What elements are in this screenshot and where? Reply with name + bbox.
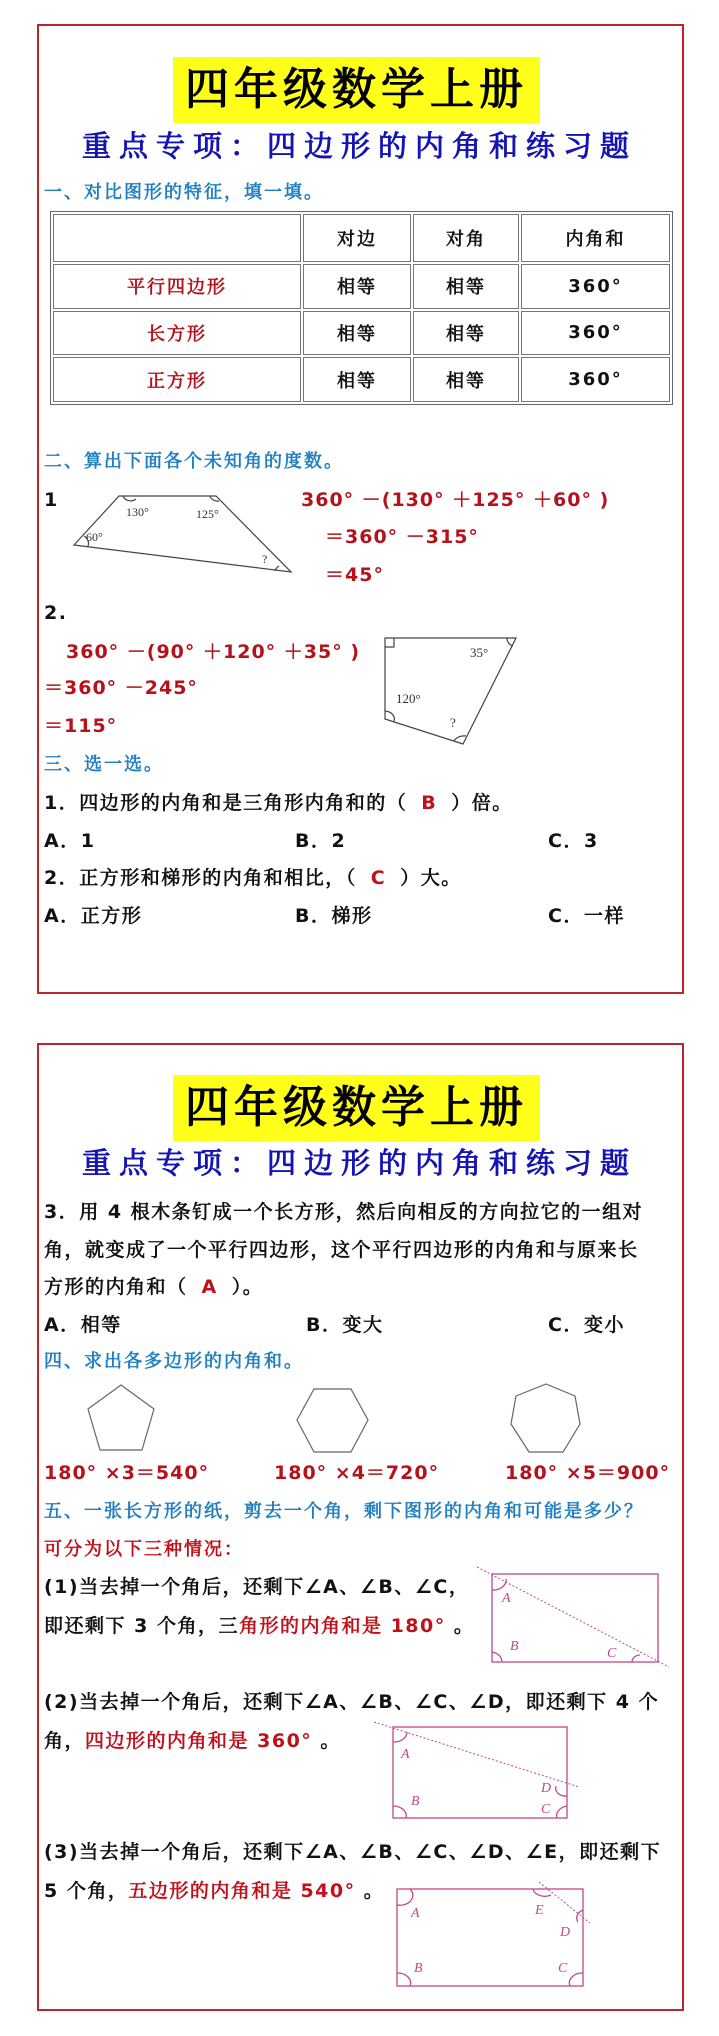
angle-label: C: [541, 1802, 551, 1817]
item-2-number: 2.: [44, 602, 68, 624]
rectangle-case-3: [397, 1889, 583, 1986]
heptagon-answer: 180° ×5＝900°: [505, 1462, 671, 1484]
item-1-step: ＝360° －315°: [325, 526, 479, 548]
question-3-line: 角，就变成了一个平行四边形，这个平行四边形的内角和与原来长: [44, 1239, 639, 1261]
angle-label: C: [607, 1646, 617, 1661]
question-text: 方形的内角和（: [44, 1276, 188, 1298]
table-cell: 平行四边形: [53, 264, 301, 309]
table-header: 对边: [303, 214, 411, 262]
angle-label: B: [510, 1639, 519, 1654]
page-title: 四年级数学上册: [173, 1075, 540, 1141]
angle-label: C: [558, 1961, 568, 1976]
item-1-step: ＝45°: [325, 564, 384, 586]
pentagon-shape: [88, 1385, 154, 1450]
angle-label: 120°: [396, 691, 421, 706]
answer: C: [370, 867, 387, 889]
angle-label: B: [414, 1961, 423, 1976]
unknown-angle-label: ?: [262, 552, 268, 566]
case-text: 。: [445, 1615, 475, 1637]
item-1-number: 1: [44, 489, 59, 511]
angle-label: D: [541, 1781, 552, 1796]
hexagon-answer: 180° ×4＝720°: [274, 1462, 440, 1484]
section-5-intro: 可分为以下三种情况：: [44, 1539, 244, 1560]
unknown-angle-label: ?: [450, 715, 456, 730]
table-cell: 相等: [303, 264, 411, 309]
item-2-step: ＝115°: [44, 715, 118, 737]
angle-label: D: [560, 1925, 571, 1940]
angle-label: 60°: [86, 530, 103, 544]
table-cell: 相等: [303, 311, 411, 356]
table-header: 对角: [413, 214, 519, 262]
table-header: 内角和: [521, 214, 670, 262]
angle-label: 130°: [126, 505, 149, 519]
option-a: A．1: [44, 830, 96, 852]
page-subtitle: 重点专项：四边形的内角和练习题: [81, 1146, 637, 1180]
table-cell: 相等: [413, 264, 519, 309]
case-text: 5 个角，: [44, 1880, 129, 1902]
angle-label: 125°: [196, 507, 219, 521]
case-conclusion: 四边形的内角和是 360°: [85, 1730, 313, 1752]
table-cell: 相等: [413, 311, 519, 356]
option-c: C．一样: [548, 905, 625, 927]
option-b: B．变大: [306, 1314, 384, 1336]
section-1-heading: 一、对比图形的特征，填一填。: [44, 182, 324, 203]
angle-label: 35°: [470, 645, 489, 660]
question-text: ）倍。: [451, 792, 513, 814]
table-cell: 长方形: [53, 311, 301, 356]
case-conclusion: 角形的内角和是 180°: [238, 1615, 446, 1637]
answer: B: [421, 792, 438, 814]
question-3-line: 3．用 4 根木条钉成一个长方形，然后向相反的方向拉它的一组对: [44, 1201, 644, 1223]
angle-label: A: [411, 1906, 420, 1921]
case-text: 。: [312, 1730, 341, 1752]
table-cell: 相等: [413, 357, 519, 402]
hexagon-shape: [297, 1389, 368, 1452]
section-3-heading: 三、选一选。: [44, 754, 164, 775]
item-2-step: ＝360° －245°: [44, 677, 198, 699]
question-text: ）大。: [400, 867, 462, 889]
angle-label: B: [411, 1794, 420, 1809]
section-2-heading: 二、算出下面各个未知角的度数。: [44, 451, 344, 472]
question-text: ）。: [231, 1276, 264, 1298]
page-title: 四年级数学上册: [173, 57, 540, 123]
option-b: B．梯形: [295, 905, 373, 927]
case-text: 即还剩下 3 个角，三: [44, 1615, 239, 1637]
item-1-step: 360° －(130° ＋125° ＋60° ): [301, 489, 610, 511]
question-text: 1．四边形的内角和是三角形内角和的（: [44, 792, 408, 814]
table-cell: 正方形: [53, 357, 301, 402]
option-a: A．正方形: [44, 905, 143, 927]
table-cell: 360°: [521, 357, 670, 402]
answer: A: [201, 1276, 218, 1298]
case-2-line: (2)当去掉一个角后，还剩下∠A、∠B、∠C、∠D，即还剩下 4 个: [44, 1691, 660, 1713]
section-4-heading: 四、求出各多边形的内角和。: [44, 1351, 304, 1372]
option-c: C．3: [548, 830, 599, 852]
option-b: B．2: [295, 830, 347, 852]
table-cell: 360°: [521, 264, 670, 309]
page-subtitle: 重点专项：四边形的内角和练习题: [81, 129, 637, 163]
section-5-heading: 五、一张长方形的纸，剪去一个角，剩下图形的内角和可能是多少？: [44, 1501, 644, 1522]
table-cell: 相等: [303, 357, 411, 402]
option-a: A．相等: [44, 1314, 122, 1336]
case-text: 角，: [44, 1730, 86, 1752]
question-text: 2．正方形和梯形的内角和相比，（: [44, 867, 357, 889]
case-1-line: (1)当去掉一个角后，还剩下∠A、∠B、∠C，: [44, 1576, 470, 1598]
quadrilateral-figure-1: [74, 496, 291, 572]
case-text: 。: [355, 1880, 385, 1902]
pentagon-answer: 180° ×3＝540°: [44, 1462, 210, 1484]
angle-label: A: [502, 1591, 511, 1606]
angle-label: A: [401, 1747, 410, 1762]
table-cell: 360°: [521, 311, 670, 356]
heptagon-shape: [511, 1384, 580, 1452]
case-3-line: (3)当去掉一个角后，还剩下∠A、∠B、∠C、∠D、∠E，即还剩下: [44, 1841, 662, 1863]
angle-label: E: [535, 1903, 544, 1918]
item-2-step: 360° －(90° ＋120° ＋35° ): [66, 641, 361, 663]
option-c: C．变小: [548, 1314, 625, 1336]
case-conclusion: 五边形的内角和是 540°: [128, 1880, 356, 1902]
